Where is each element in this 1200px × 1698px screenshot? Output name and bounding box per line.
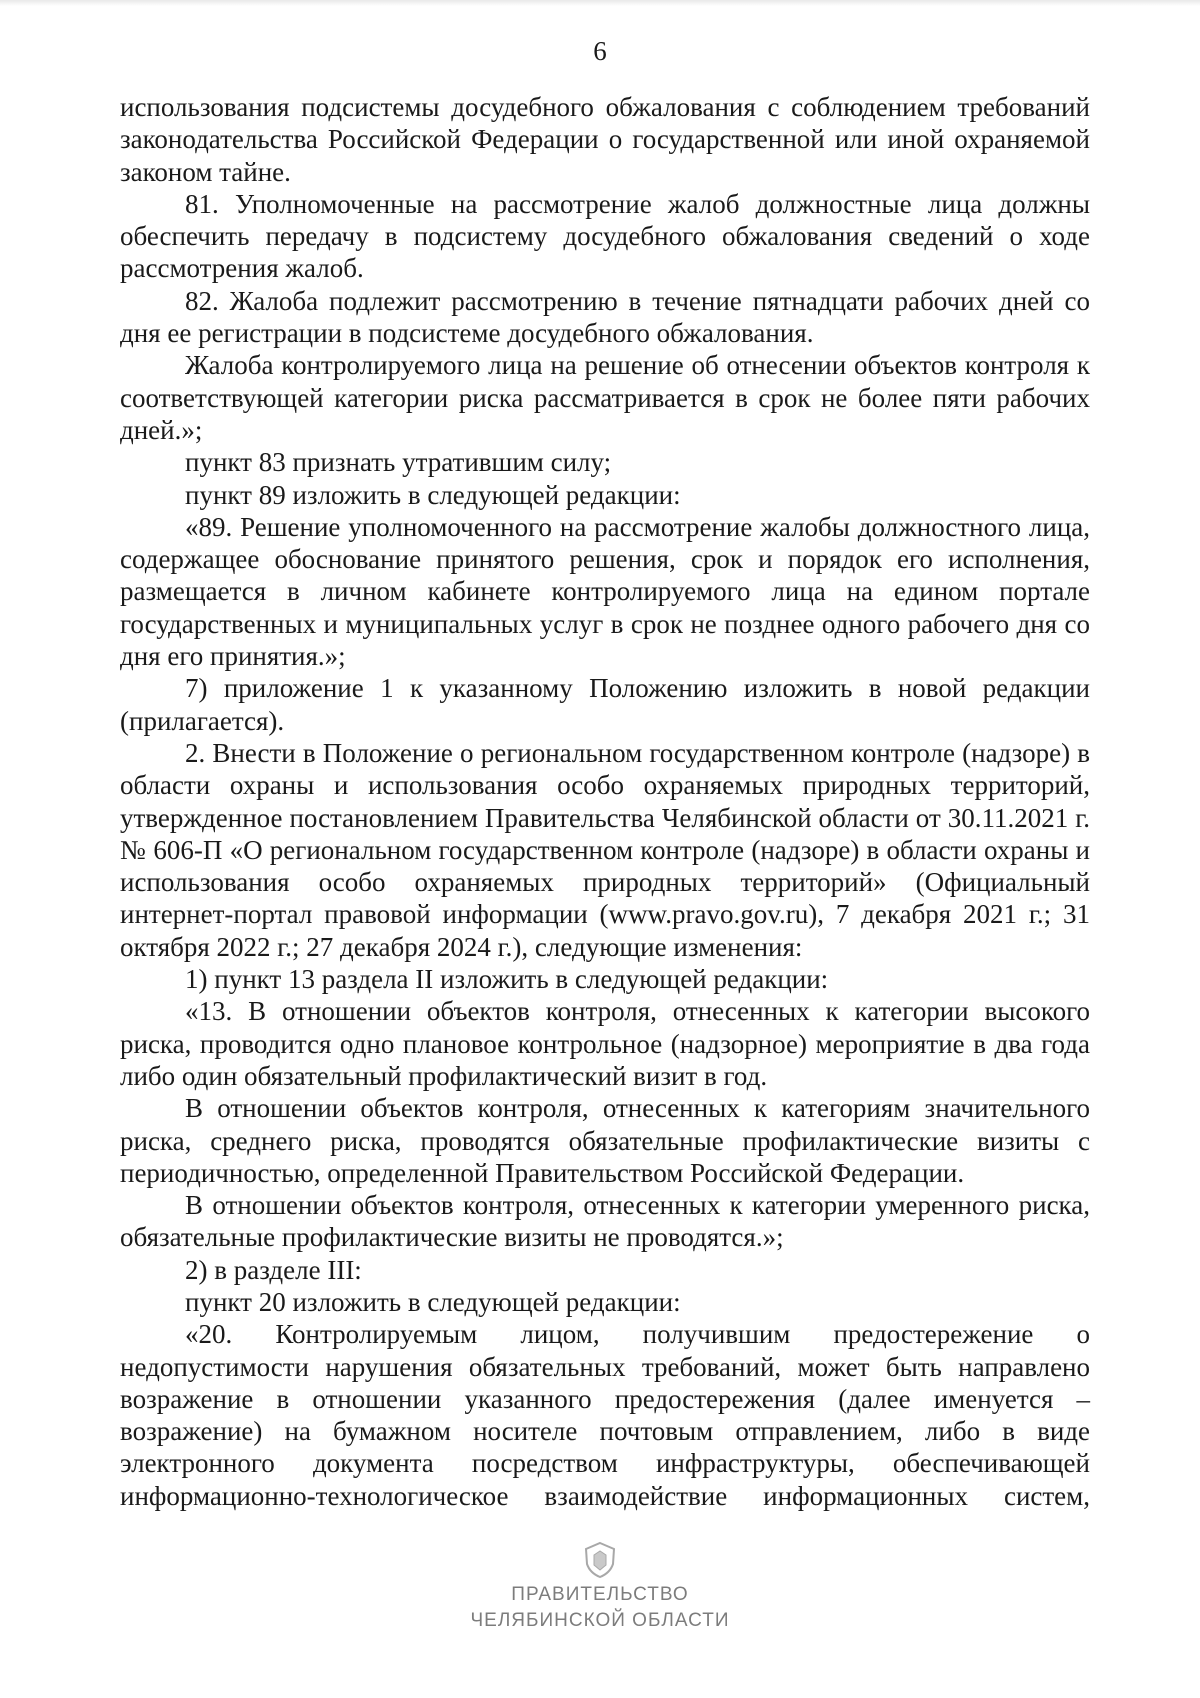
paragraph: «20. Контролируемым лицом, получившим предостережение о недопустимости нарушения обязательных требований, может быть направлено возражение в отношении указанного предостережения (далее именуется – возражение) на бумажном носителе почтовым отправлением, либо в виде электронного документа посредством инфраструктуры, обеспечивающей информационно-технологическое взаимодействие информационных систем,	[120, 1319, 1090, 1511]
document-body	[120, 91, 1090, 1512]
paragraph: 2) в разделе III:	[185, 1254, 362, 1285]
paragraph: В отношении объектов контроля, отнесенных к категориям значительного риска, среднего риска, проводятся обязательные профилактические визиты с периодичностью, определенной Правительством Российской Федерации.	[120, 1093, 1090, 1188]
stamp-line-1: ПРАВИТЕЛЬСТВО	[511, 1584, 689, 1605]
paragraph: пункт 89 изложить в следующей редакции:	[185, 479, 681, 510]
page-number: 6	[593, 36, 607, 66]
paragraph: В отношении объектов контроля, отнесенных к категории умеренного риска, обязательные профилактические визиты не проводятся.»;	[120, 1190, 1090, 1253]
paragraph: «89. Решение уполномоченного на рассмотрение жалобы должностного лица, содержащее обоснование принятого решения, срок и порядок его исполнения, размещается в личном кабинете контролируемого лица на едином портале государственных и муниципальных услуг в срок не позднее одного рабочего дня со дня его принятия.»;	[120, 511, 1090, 672]
paragraph: 1) пункт 13 раздела II изложить в следующей редакции:	[185, 964, 829, 995]
paragraph: «13. В отношении объектов контроля, отнесенных к категории высокого риска, проводится одно плановое контрольное (надзорное) мероприятие в два года либо один обязательный профилактический визит в год.	[120, 996, 1090, 1091]
scan-edge	[0, 0, 1200, 6]
paragraph: пункт 83 признать утратившим силу;	[185, 447, 612, 478]
paragraph: 82. Жалоба подлежит рассмотрению в течение пятнадцати рабочих дней со дня ее регистрации в подсистеме досудебного обжалования.	[120, 285, 1090, 349]
government-stamp	[0, 1582, 1200, 1634]
paragraph: использования подсистемы досудебного обжалования с соблюдением требований законодательства Российской Федерации о государственной или иной охраняемой законом тайне.	[120, 92, 1090, 187]
paragraph: пункт 20 изложить в следующей редакции:	[185, 1286, 681, 1317]
paragraph: 2. Внести в Положение о региональном государственном контроле (надзоре) в области охраны и использования особо охраняемых природных территорий, утвержденное постановлением Правительства Челябинской области от 30.11.2021 г. № 606-П «О региональном государственном контроле (надзоре) в области охраны и использования особо охраняемых природных территорий» (Официальный интернет-портал правовой информации (www.pravo.gov.ru), 7 декабря 2021 г.; 31 октября 2022 г.; 27 декабря 2024 г.), следующие изменения:	[120, 737, 1090, 962]
coat-of-arms-icon	[580, 1540, 620, 1580]
paragraph: 7) приложение 1 к указанному Положению изложить в новой редакции (прилагается).	[120, 673, 1090, 736]
stamp-line-2: ЧЕЛЯБИНСКОЙ ОБЛАСТИ	[470, 1610, 730, 1631]
paragraph: Жалоба контролируемого лица на решение об отнесении объектов контроля к соответствующей категории риска рассматривается в срок не более пяти рабочих дней.»;	[120, 350, 1090, 445]
paragraph: 81. Уполномоченные на рассмотрение жалоб должностные лица должны обеспечить передачу в подсистему досудебного обжалования сведений о ходе рассмотрения жалоб.	[120, 188, 1090, 284]
